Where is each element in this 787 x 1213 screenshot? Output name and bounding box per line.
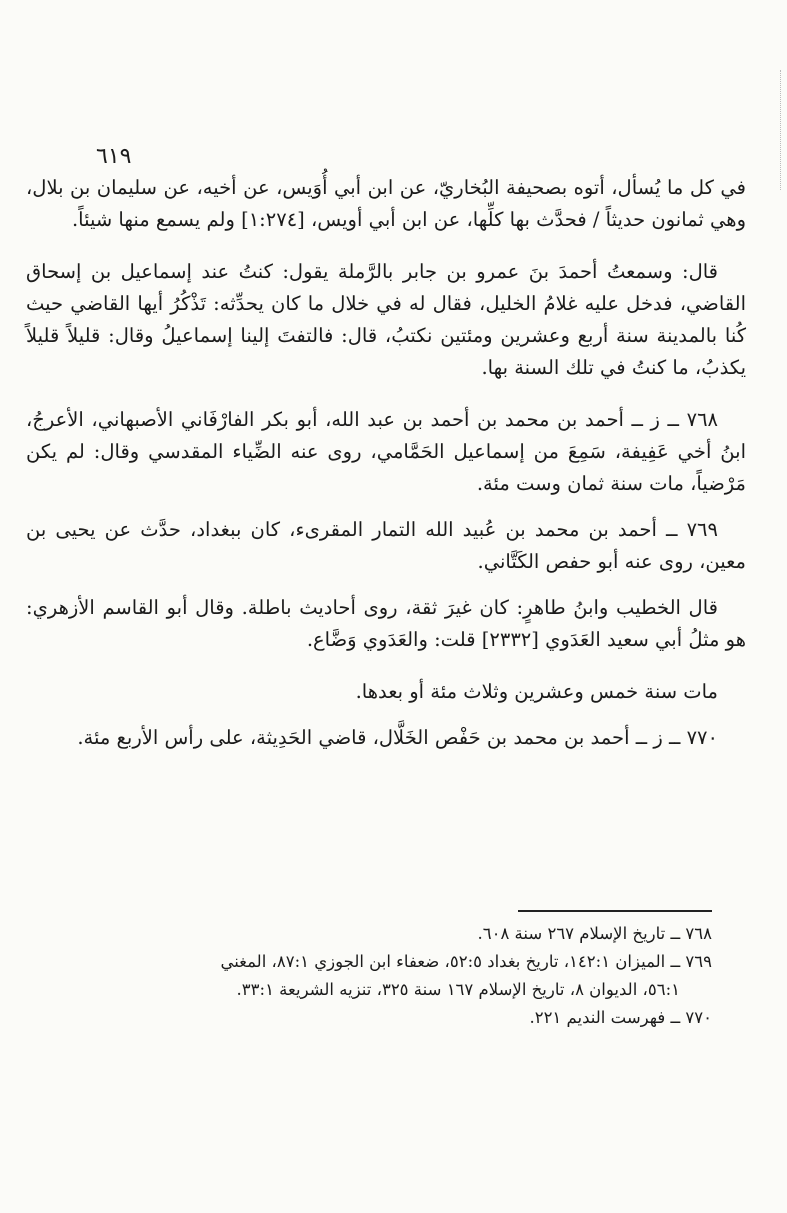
text-line: حدَّث عن يحيى بن معين، روى عنه أبو حفص الكَتَّاني. (26, 518, 746, 573)
text-line: قال الخطيب وابنُ طاهرٍ: كان غيرَ ثقة، روى أحاديث باطلة. وقال (187, 596, 718, 619)
text-line: السنة بها. (481, 356, 560, 379)
text-line: وَضَّاع. (306, 628, 357, 651)
text-line: أبو القاسم الأزهري: هو مثلُ أبي سعيد العَدَوي [٢٣٣٢] قلت: والعَدَوي (26, 596, 746, 651)
scan-edge-mark (779, 70, 781, 190)
paragraph-ramla-account (26, 256, 746, 384)
footnote-769: ٧٦٩ ــ الميزان ١٤٢:١، تاريخ بغداد ٥٢:٥، ضعفاء ابن الجوزي ٨٧:١، المغني (220, 952, 712, 971)
paragraph-death-date (26, 676, 746, 708)
footnote-divider (518, 910, 712, 912)
text-line: الأصبهاني، الأعرجُ، ابنُ أخي عَفِيفة، سَمِعَ من إسماعيل الحَمَّامي، روى عنه (26, 408, 746, 463)
main-text (26, 172, 746, 754)
text-line: سليمان بن بلال، وهي ثمانون حديثاً / فحدَّث بها كلِّها، عن ابن أبي أويس، [١:٢٧٤] (26, 176, 746, 231)
text-line: الضِّياء المقدسي وقال: لم يكن مَرْضياً، مات سنة ثمان وست مئة. (26, 440, 746, 495)
entry-768 (26, 404, 746, 500)
footnote-769-continued: ٥٦:١، الديوان ٨، تاريخ الإسلام ١٦٧ سنة ٣٢٥، تنزيه الشريعة ٣٣:١. (236, 980, 680, 999)
text-line: في كل ما يُسأل، أتوه بصحيفة البُخاريّ، عن ابن أبي أُوَيس، عن أخيه، عن (157, 176, 746, 199)
text-line: قال: وسمعتُ أحمدَ بنَ عمرو بن جابر بالرَّملة يقول: كنتُ عند (191, 260, 718, 283)
text-line: ٧٦٩ ــ أحمد بن محمد بن عُبيد الله التمار المقرىء، كان ببغداد، (180, 518, 718, 541)
entry-770 (26, 722, 746, 754)
text-line: مات سنة خمس وعشرين وثلاث مئة أو بعدها. (355, 680, 718, 703)
page-number: ٦١٩ (96, 144, 132, 169)
paragraph-khatib-verdict (26, 592, 746, 656)
text-line: نكتبُ، قال: فالتفتَ إلينا إسماعيلُ وقال: قليلاً قليلاً يكذبُ، ما كنتُ في تلك (26, 324, 746, 379)
footnote-768: ٧٦٨ ــ تاريخ الإسلام ٢٦٧ سنة ٦٠٨. (477, 924, 712, 943)
footnotes (80, 920, 712, 1032)
text-line: رأس الأربع مئة. (77, 726, 204, 749)
text-line: إسماعيل بن إسحاق القاضي، فدخل عليه غلامُ الخليل، فقال له في خلال ما (26, 260, 746, 315)
paragraph-bukhari-sheet (26, 172, 746, 236)
text-line: كان يحدِّثه: تَذْكُرُ أيها القاضي حيث كُنا بالمدينة سنة أربع وعشرين ومئتين (26, 292, 746, 347)
entry-769 (26, 514, 746, 578)
footnote-770: ٧٧٠ ــ فهرست النديم ٢٢١. (529, 1008, 712, 1027)
text-line: ولم يسمع منها شيئاً. (71, 208, 235, 231)
text-line: ٧٧٠ ــ ز ــ أحمد بن محمد بن حَفْص الخَلَّال، قاضي الحَدِيثة، على (203, 726, 718, 749)
text-line: ٧٦٨ ــ ز ــ أحمد بن محمد بن أحمد بن عبد الله، أبو بكر الفارْفَاني (173, 408, 719, 431)
